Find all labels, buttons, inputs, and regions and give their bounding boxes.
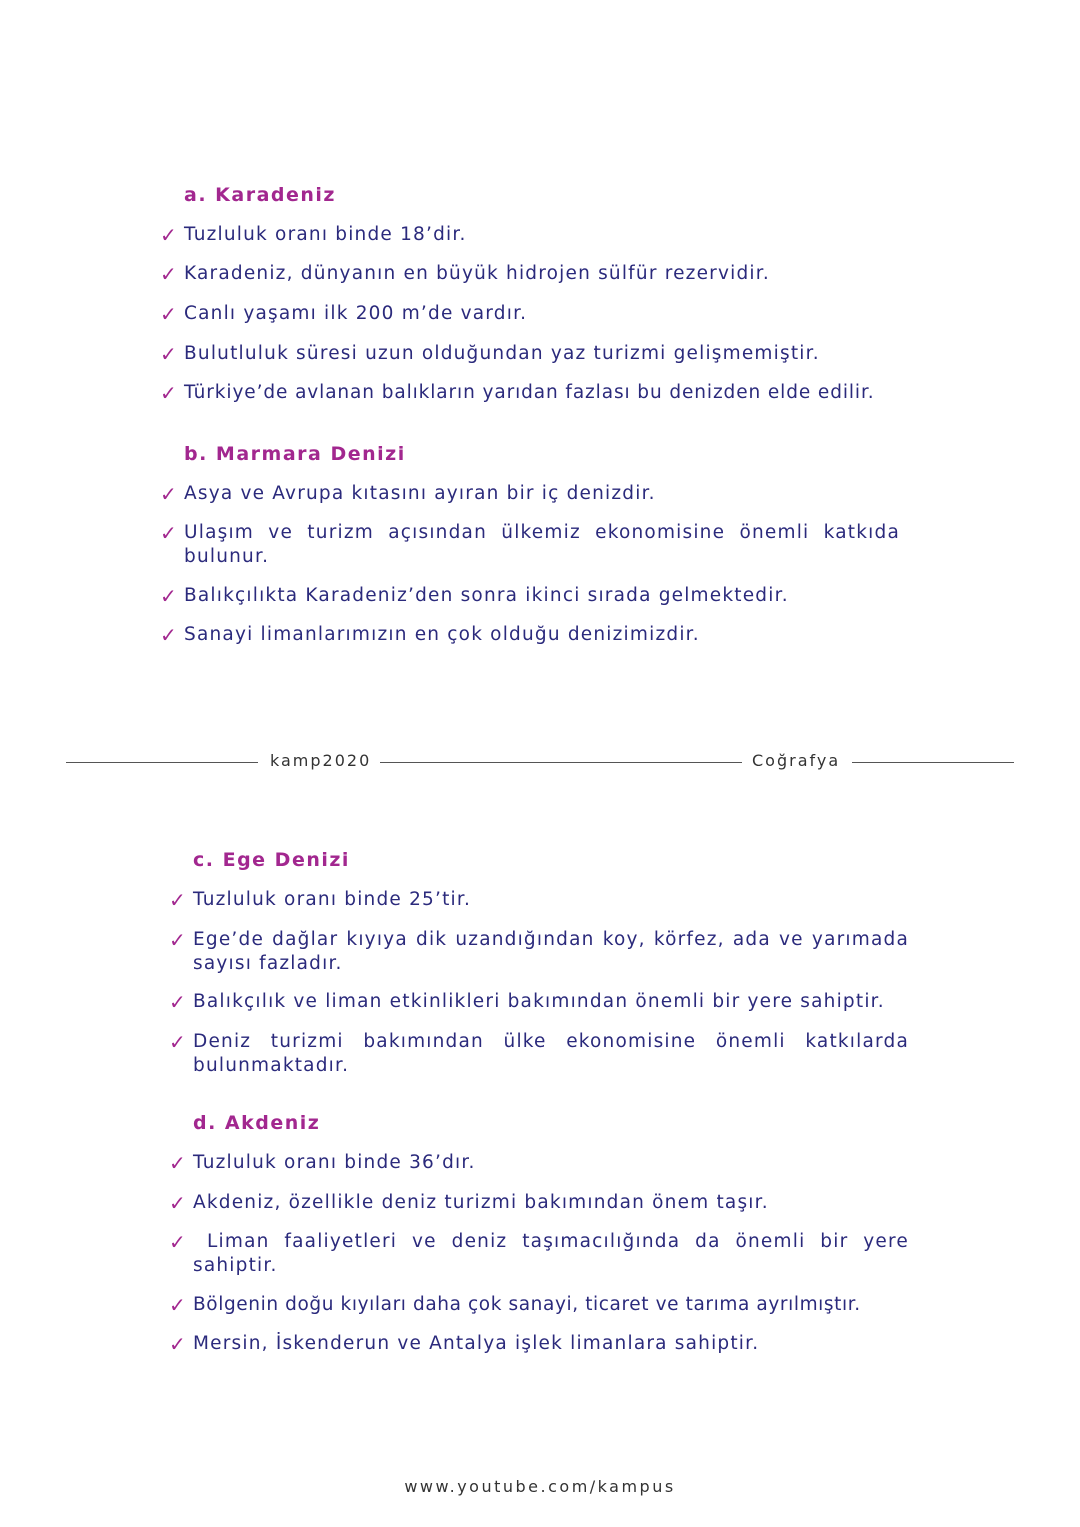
item-text: Tuzluluk oranı binde 25’tir.	[193, 889, 472, 910]
item-text: Asya ve Avrupa kıtasını ayıran bir iç denizdir.	[184, 483, 656, 504]
checkmark-icon: ✓	[169, 928, 186, 952]
checkmark-icon: ✓	[169, 1151, 186, 1175]
item-text: Ulaşım ve turizm açısından ülkemiz ekonomisine önemli katkıda bulunur.	[184, 522, 900, 567]
list-item	[169, 1151, 909, 1175]
list-item	[160, 342, 900, 366]
item-text: Balıkçılıkta Karadeniz’den sonra ikinci sırada gelmektedir.	[184, 585, 789, 606]
checkmark-icon: ✓	[160, 223, 177, 247]
divider-right	[852, 762, 1014, 763]
item-text: Balıkçılık ve liman etkinlikleri bakımından önemli bir yere sahiptir.	[193, 991, 885, 1012]
item-text: Tuzluluk oranı binde 36’dır.	[193, 1152, 476, 1173]
list-item	[169, 1332, 909, 1356]
list-item	[160, 584, 900, 608]
checkmark-icon: ✓	[160, 482, 177, 506]
list-item	[169, 888, 909, 912]
checkmark-icon: ✓	[169, 1030, 186, 1054]
checkmark-icon: ✓	[160, 262, 177, 286]
checkmark-icon: ✓	[160, 584, 177, 608]
item-text: Türkiye’de avlanan balıkların yarıdan fazlası bu denizden elde edilir.	[184, 382, 875, 403]
footer-brand: kamp2020	[270, 751, 372, 770]
checkmark-icon: ✓	[169, 990, 186, 1014]
list-item	[160, 302, 900, 326]
item-text: Bölgenin doğu kıyıları daha çok sanayi, ticaret ve tarıma ayrılmıştır.	[193, 1294, 861, 1315]
divider-left	[66, 762, 258, 763]
checkmark-icon: ✓	[160, 302, 177, 326]
item-text: Liman faaliyetleri ve deniz taşımacılığında da önemli bir yere sahiptir.	[193, 1231, 909, 1276]
item-text: Bulutluluk süresi uzun olduğundan yaz turizmi gelişmemiştir.	[184, 343, 820, 364]
checkmark-icon: ✓	[169, 1293, 186, 1317]
section-title-ege: c. Ege Denizi	[193, 849, 350, 871]
item-text: Karadeniz, dünyanın en büyük hidrojen sülfür rezervidir.	[184, 263, 770, 284]
item-text: Ege’de dağlar kıyıya dik uzandığından koy, körfez, ada ve yarımada sayısı fazladır.	[193, 929, 909, 974]
section-title-karadeniz: a. Karadeniz	[184, 184, 336, 206]
item-text: Sanayi limanlarımızın en çok olduğu denizimizdir.	[184, 624, 700, 645]
checkmark-icon: ✓	[160, 521, 177, 545]
item-text: Akdeniz, özellikle deniz turizmi bakımından önem taşır.	[193, 1192, 769, 1213]
item-text: Deniz turizmi bakımından ülke ekonomisine önemli katkılarda bulunmaktadır.	[193, 1031, 909, 1076]
section-title-marmara: b. Marmara Denizi	[184, 443, 406, 465]
footer-url: www.youtube.com/kampus	[404, 1477, 676, 1496]
footer-subject: Coğrafya	[752, 751, 841, 770]
list-item	[160, 262, 900, 286]
list-item	[169, 1191, 909, 1215]
checkmark-icon: ✓	[169, 888, 186, 912]
list-item	[160, 223, 900, 247]
item-text: Mersin, İskenderun ve Antalya işlek limanlara sahiptir.	[193, 1333, 760, 1354]
list-item	[160, 381, 920, 405]
item-text: Canlı yaşamı ilk 200 m’de vardır.	[184, 303, 528, 324]
divider-middle	[380, 762, 742, 763]
item-text: Tuzluluk oranı binde 18’dir.	[184, 224, 467, 245]
checkmark-icon: ✓	[169, 1332, 186, 1356]
list-item	[160, 521, 900, 569]
checkmark-icon: ✓	[160, 381, 177, 405]
list-item	[160, 623, 900, 647]
checkmark-icon: ✓	[160, 623, 177, 647]
checkmark-icon: ✓	[169, 1191, 186, 1215]
list-item	[169, 1030, 909, 1078]
checkmark-icon: ✓	[160, 342, 177, 366]
list-item	[169, 1293, 919, 1317]
list-item	[160, 482, 900, 506]
list-item	[169, 928, 909, 976]
list-item	[169, 1230, 909, 1278]
checkmark-icon: ✓	[169, 1230, 186, 1254]
list-item	[169, 990, 909, 1014]
section-title-akdeniz: d. Akdeniz	[193, 1112, 321, 1134]
